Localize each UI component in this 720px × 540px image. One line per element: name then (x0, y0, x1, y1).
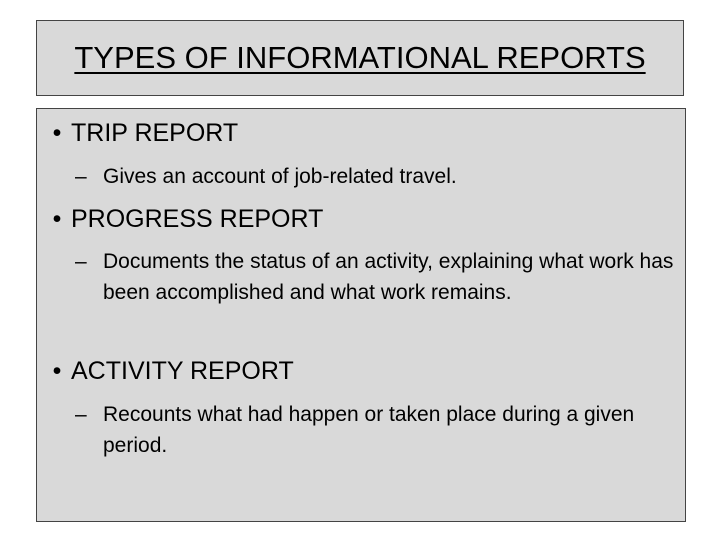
dash-icon: – (75, 403, 87, 426)
sub-item-text: Gives an account of job-related travel. (103, 165, 457, 188)
bullet-icon: • (52, 119, 62, 147)
bullet-icon: • (52, 357, 62, 385)
page-title: TYPES OF INFORMATIONAL REPORTS (74, 40, 646, 75)
dash-icon: – (75, 165, 87, 188)
bullet-icon: • (52, 205, 62, 233)
content-box (36, 108, 686, 522)
sub-item-trip-report (75, 161, 675, 192)
bullet-item-progress-report (43, 205, 323, 234)
dash-icon: – (75, 250, 87, 273)
bullet-heading: TRIP REPORT (71, 119, 239, 147)
sub-item-progress-report (75, 246, 675, 308)
sub-item-activity-report (75, 399, 675, 461)
title-box (36, 20, 684, 96)
bullet-heading: PROGRESS REPORT (71, 205, 324, 233)
sub-item-text: Recounts what had happen or taken place during a given period. (103, 403, 635, 457)
bullet-item-activity-report (43, 357, 294, 386)
bullet-heading: ACTIVITY REPORT (71, 357, 294, 385)
sub-item-text: Documents the status of an activity, explaining what work has been accomplished and what work remains. (103, 250, 674, 304)
bullet-item-trip-report (43, 119, 238, 148)
